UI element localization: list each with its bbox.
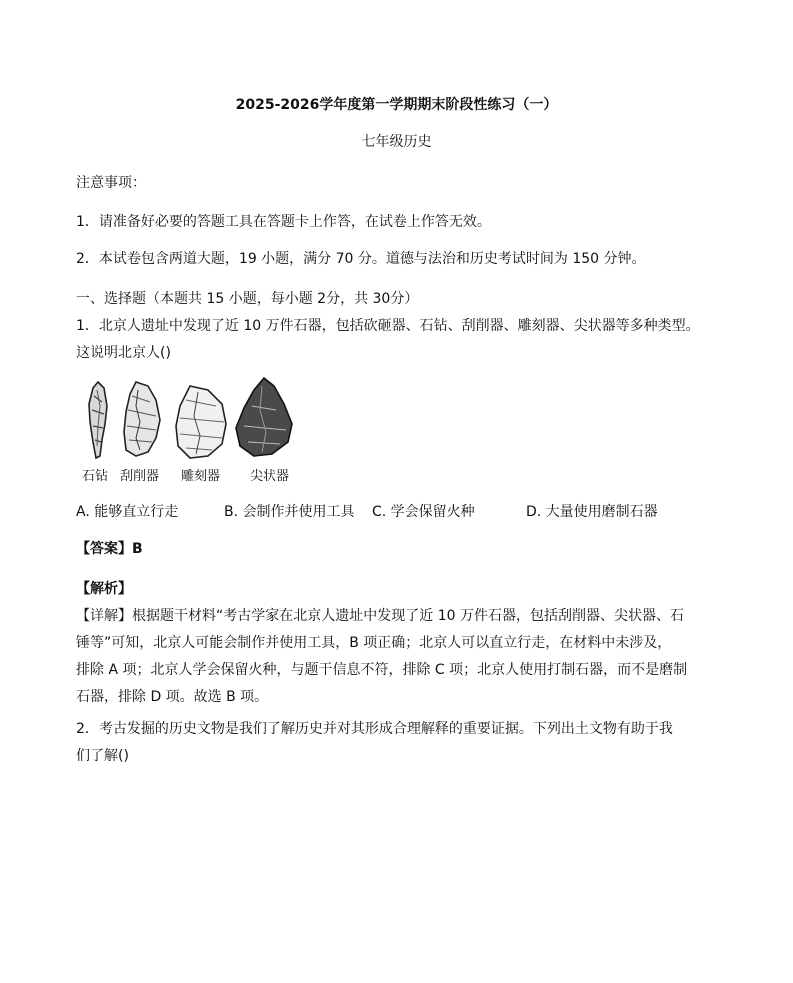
q1-stem-line1: 1．北京人遗址中发现了近 10 万件石器，包括砍砸器、石钻、刮削器、雕刻器、尖状器等多种类型。	[76, 318, 700, 334]
notice-item-2: 2．本试卷包含两道大题，19 小题，满分 70 分。道德与法治和历史考试时间为 150 分钟。	[76, 251, 646, 267]
exam-title: 2025-2026学年度第一学期期末阶段性练习（一）	[235, 97, 558, 113]
stone-drill-image	[89, 382, 107, 458]
q1-option-a[interactable]: A. 能够直立行走	[76, 504, 179, 520]
section-heading: 一、选择题（本题共 15 小题，每小题 2分，共 30分）	[76, 291, 419, 307]
point-tool-image	[236, 378, 292, 456]
notice-item-1: 1．请准备好必要的答题工具在答题卡上作答，在试卷上作答无效。	[76, 214, 491, 230]
figure-label-scraper: 刮削器	[120, 469, 160, 484]
q1-option-d[interactable]: D. 大量使用磨制石器	[526, 504, 658, 520]
graver-image	[176, 386, 226, 458]
notice-heading: 注意事项：	[76, 175, 146, 191]
figure-label-point: 尖状器	[250, 469, 290, 484]
q2-stem-line2: 们了解()	[76, 748, 129, 764]
q1-analysis-heading: 【解析】	[76, 581, 132, 597]
q1-analysis-line1: 【详解】根据题干材料“考古学家在北京人遗址中发现了近 10 万件石器，包括刮削器、尖状器、石	[76, 608, 684, 624]
q2-stem-line1: 2．考古发掘的历史文物是我们了解历史并对其形成合理解释的重要证据。下列出土文物有助于我	[76, 721, 673, 737]
exam-subtitle: 七年级历史	[361, 134, 432, 150]
q1-options	[76, 503, 716, 523]
stone-tools-figure	[76, 376, 306, 486]
scraper-image	[124, 382, 160, 456]
q1-answer: 【答案】B	[76, 541, 143, 557]
figure-label-drill: 石钻	[82, 469, 109, 484]
q1-analysis-line3: 排除 A 项；北京人学会保留火种，与题干信息不符，排除 C 项；北京人使用打制石器，而不是磨制	[76, 662, 688, 678]
q1-option-b[interactable]: B. 会制作并使用工具	[224, 504, 355, 520]
stone-tools-illustration	[76, 376, 306, 468]
q1-analysis-line2: 锤等”可知，北京人可能会制作并使用工具，B 项正确；北京人可以直立行走，在材料中未涉及，	[76, 635, 672, 651]
q1-analysis-line4: 石器，排除 D 项。故选 B 项。	[76, 689, 269, 705]
q1-stem-line2: 这说明北京人()	[76, 345, 171, 361]
q1-option-c[interactable]: C. 学会保留火种	[372, 504, 475, 520]
figure-label-graver: 雕刻器	[181, 469, 221, 484]
